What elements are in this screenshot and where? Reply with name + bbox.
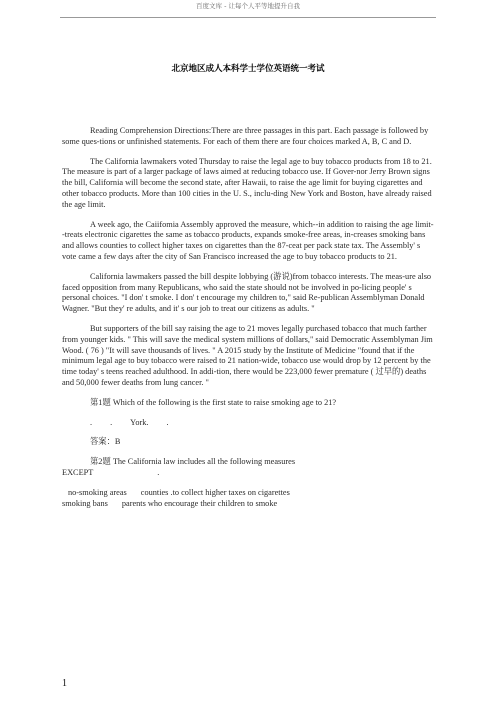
- header-text: 百度文库 - 让每个人平等地提升自我: [196, 2, 300, 10]
- question-1: 第1题 Which of the following is the first state to raise smoking age to 21?: [90, 397, 337, 407]
- q1-option-c: York.: [130, 417, 149, 427]
- question-1-options: [62, 418, 436, 429]
- q2-option-d: parents who encourage their children to smoke: [121, 498, 278, 508]
- document-body: [62, 126, 436, 518]
- passage-paragraph-2: A week ago, the Caiifomia Assembly approved the measure, which--in addition to raising the age limit--treats electronic cigarettes the same as tobacco products, expands smoke-free areas, in-creases smoking bans and allows counties to collect higher taxes on cigarettes than the 87-ceat per pack state tax. The Assembly' s vote came a few days after the city of San Francisco increased the age to buy tobacco products to 21.: [62, 219, 434, 261]
- question-2-text: 第2题 The California law includes all the following measures: [90, 457, 296, 467]
- q1-option-d: .: [166, 417, 169, 427]
- q2-options-row-2: [62, 499, 436, 510]
- q2-options-row-1: [62, 488, 436, 499]
- q1-option-a: .: [90, 417, 93, 427]
- q2-option-b: counties .to collect higher taxes on cigarettes: [140, 487, 290, 497]
- question-2-options: [62, 488, 436, 510]
- except-word: EXCEPT: [62, 467, 94, 477]
- passage-paragraph-3: California lawmakers passed the bill despite lobbying (游说)from tobacco interests. The meas-ure also faced opposition from many Republicans, who said the state should not be involved in po-licing people' s personal choices. "I don' t smoke. I don' t encourage my children to," said Re-publican Assemblyman Donald Wagner. "But they' re adults, and it' s our job to treat our citizens as adults. ": [62, 271, 432, 314]
- header-divider: [60, 17, 436, 18]
- question-1-answer: 答案：B: [90, 437, 121, 447]
- question-2: [62, 457, 436, 468]
- question-2-except-line: [62, 468, 436, 479]
- passage-paragraph-4: But supporters of the bill say raising the age to 21 moves legally purchased tobacco that much farther from younger kids. " This will save the medical system millions of dollars," said Democratic Assemblyman Jim Wood. ( 76 ) "It will save thousands of lives. " A 2015 study by the Institute of Medicine "found that if the minimum legal age to buy tobacco were raised to 21 nation-wide, tobacco use would drop by 12 percent by the time today' s teens reached adulthood. In addi-tion, there would be 223,000 fewer premature ( 过早的) deaths and 50,000 fewer deaths from lung cancer. ": [62, 323, 433, 387]
- document-title: 北京地区成人本科学士学位英语统一考试: [171, 64, 325, 74]
- q2-option-c: smoking bans: [62, 498, 108, 508]
- except-dot: .: [157, 467, 160, 477]
- q2-option-a: no-smoking areas: [68, 487, 127, 497]
- passage-paragraph-1: The California lawmakers voted Thursday to raise the legal age to buy tobacco products from 18 to 21. The measure is part of a larger package of laws aimed at reducing tobacco use. If Gover-nor Jerry Brown signs the bill, California will become the second state, after Hawaii, to raise the age limit for buying cigarettes and other tobacco products. More than 100 cities in the U. S., inclu-ding New York and Boston, have already raised the age limit.: [62, 156, 432, 209]
- q1-option-b: .: [110, 417, 113, 427]
- page-number: 1: [62, 678, 67, 689]
- directions-paragraph: Reading Comprehension Directions:There are three passages in this part. Each passage is followed by some ques-tions or unfinished statements. For each of them there are four choices marked A, B, C and D.: [62, 126, 429, 146]
